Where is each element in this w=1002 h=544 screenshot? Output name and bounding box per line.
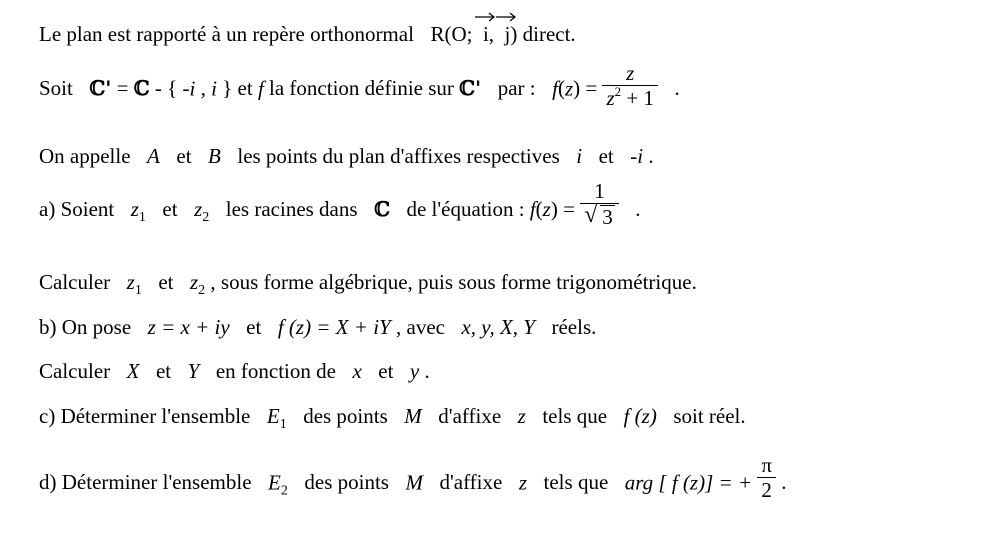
text: et — [155, 359, 172, 383]
complex-set: ℂ — [133, 76, 150, 101]
text: ) = — [550, 196, 575, 221]
math: f — [552, 76, 558, 101]
text: tels que — [542, 404, 608, 428]
text: a) Soient — [39, 196, 115, 221]
numerator: 1 — [594, 179, 605, 203]
text: ) direct. — [510, 22, 576, 46]
math: z — [606, 86, 615, 111]
text: } et — [222, 76, 253, 101]
text: . — [635, 196, 641, 221]
arrow-icon — [495, 12, 517, 22]
math: i — [189, 76, 196, 101]
arrow-icon — [474, 12, 496, 22]
text: et — [598, 144, 614, 168]
text: les racines dans — [225, 196, 358, 221]
math: x, y, X, Y — [461, 315, 535, 339]
text: Calculer — [39, 359, 111, 383]
math: i — [211, 76, 217, 101]
complex-set: ℂ — [374, 196, 390, 221]
fraction-pi-half — [757, 454, 776, 501]
line-repere — [39, 24, 576, 45]
text: et — [176, 144, 192, 168]
text: d) Déterminer l'ensemble — [39, 470, 252, 495]
text: soit réel. — [673, 404, 746, 428]
text: , — [200, 76, 206, 101]
text: Calculer — [39, 270, 111, 294]
text: , sous forme algébrique, puis sous forme trigonométrique. — [210, 270, 697, 294]
vector-i-label: i — [482, 22, 489, 46]
math: A — [147, 144, 160, 168]
text: d'affixe — [438, 404, 502, 428]
math: z — [564, 76, 574, 101]
math: z — [126, 270, 135, 294]
math: z — [194, 196, 203, 221]
text: en fonction de — [215, 359, 336, 383]
vector-j — [499, 24, 510, 45]
math: B — [208, 144, 221, 168]
text: ( — [535, 196, 543, 221]
fraction-rhs — [580, 180, 619, 228]
text: et — [246, 315, 262, 339]
text: ) = — [573, 76, 598, 101]
text: et — [378, 359, 394, 383]
radical-sign-icon: √ — [584, 202, 598, 229]
text: des points — [303, 404, 388, 428]
denominator: 2 — [761, 478, 772, 503]
text: Soit — [39, 76, 73, 101]
text: b) On pose — [39, 315, 132, 339]
subscript: 2 — [198, 283, 206, 298]
text: les points du plan d'affixes respectives — [237, 144, 560, 168]
text: réels. — [551, 315, 597, 339]
text: R(O; — [430, 22, 473, 46]
fraction-f — [602, 62, 658, 109]
math: X — [126, 359, 140, 383]
text: . — [648, 144, 654, 168]
text: = — [116, 76, 129, 101]
math: f (z) = X + iY — [277, 315, 391, 339]
text: Le plan est rapporté à un repère orthonormal — [39, 22, 414, 46]
math: i — [576, 144, 583, 168]
math: E — [266, 404, 280, 428]
math: z — [542, 196, 551, 221]
subscript: 1 — [138, 209, 146, 225]
text: . — [781, 470, 787, 495]
math: f — [257, 76, 264, 101]
radicand: 3 — [602, 205, 613, 230]
math: E — [268, 470, 281, 495]
math: y — [409, 359, 420, 383]
math: z = x + iy — [147, 315, 230, 339]
subscript: 2 — [202, 209, 210, 225]
text: , — [488, 22, 495, 46]
text: par : — [497, 76, 536, 101]
text: - { - — [154, 76, 190, 101]
line-question-d — [39, 453, 787, 503]
text: des points — [304, 470, 389, 495]
subscript: 1 — [279, 417, 287, 432]
math: M — [405, 470, 423, 495]
math: z — [189, 270, 199, 294]
complex-set-prime: ℂ' — [89, 76, 112, 101]
text: et — [158, 270, 174, 294]
exponent: 2 — [614, 84, 622, 100]
math: arg [ f (z)] = + — [624, 470, 753, 495]
line-definition — [39, 61, 680, 111]
line-points — [39, 146, 654, 167]
text: c) Déterminer l'ensemble — [39, 404, 251, 428]
text: + 1 — [626, 86, 654, 111]
math: z — [518, 470, 528, 495]
text: tels que — [543, 470, 609, 495]
numerator: π — [761, 453, 772, 477]
math: -i — [630, 144, 644, 168]
text: d'affixe — [439, 470, 503, 495]
math: x — [352, 359, 362, 383]
text: . — [424, 359, 430, 383]
math: f (z) — [623, 404, 657, 428]
line-calc-roots — [39, 270, 697, 298]
math: z — [626, 61, 635, 85]
subscript: 2 — [280, 483, 288, 499]
square-root — [584, 202, 615, 230]
line-question-c — [39, 404, 746, 432]
text: la fonction définie sur — [269, 76, 454, 101]
vector-j-label: j — [504, 22, 511, 46]
complex-set-prime: ℂ' — [459, 76, 482, 101]
math: z — [517, 404, 526, 428]
math: M — [404, 404, 422, 428]
line-question-b — [39, 317, 596, 338]
text: . — [674, 76, 680, 101]
text: et — [162, 196, 178, 221]
line-question-a — [39, 179, 641, 230]
math: z — [130, 196, 139, 221]
text: de l'équation : — [406, 196, 525, 221]
line-calc-xy — [39, 361, 430, 382]
math: f — [529, 196, 536, 221]
text: , avec — [396, 315, 445, 339]
text: ( — [557, 76, 565, 101]
text: On appelle — [39, 144, 131, 168]
math: Y — [187, 359, 200, 383]
subscript: 1 — [134, 283, 142, 298]
vector-i — [478, 24, 489, 45]
